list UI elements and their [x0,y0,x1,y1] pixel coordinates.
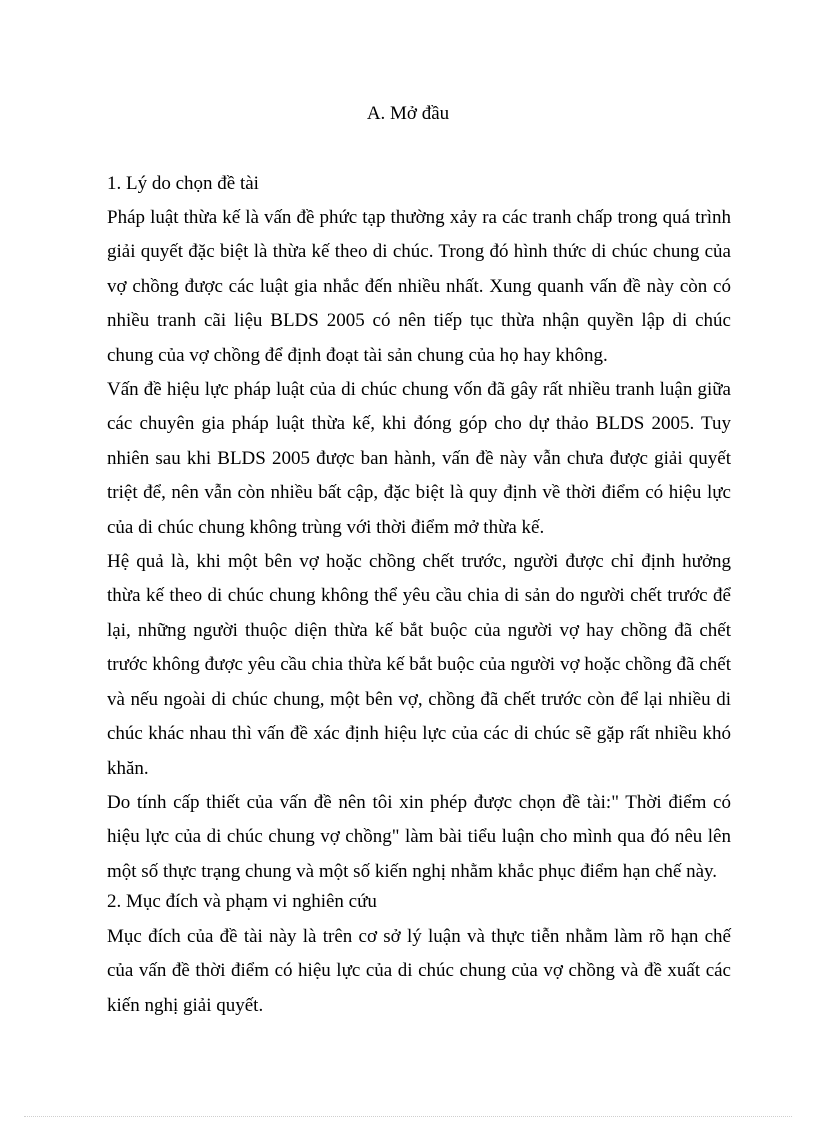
page-title: A. Mở đầu [366,103,450,124]
paragraph: Pháp luật thừa kế là vấn đề phức tạp thường xảy ra các tranh chấp trong quá trình giải quyết đặc biệt là thừa kế theo di chúc. Trong đó hình thức di chúc chung của vợ chồng được các luật gia nhắc đến nhiều nhất. Xung quanh vấn đề này còn có nhiều tranh cãi liệu BLDS 2005 có nên tiếp tục thừa nhận quyền lập di chúc chung của vợ chồng để định đoạt tài sản chung của họ hay không. [107,207,731,366]
section-heading: 1. Lý do chọn đề tài [107,173,259,194]
section-heading: 2. Mục đích và phạm vi nghiên cứu [107,891,377,912]
paragraph: Mục đích của đề tài này là trên cơ sở lý luận và thực tiễn nhằm làm rõ hạn chế của vấn đề thời điểm có hiệu lực của di chúc chung của vợ chồng và đề xuất các kiến nghị giải quyết. [107,926,731,1016]
paragraph: Do tính cấp thiết của vấn đề nên tôi xin phép được chọn đề tài:" Thời điểm có hiệu lực của di chúc chung vợ chồng" làm bài tiểu luận cho mình qua đó nêu lên một số thực trạng chung và một số kiến nghị nhằm khắc phục điểm hạn chế này. [107,791,731,882]
section-body [107,201,731,889]
paragraph: Vấn đề hiệu lực pháp luật của di chúc chung vốn đã gây rất nhiều tranh luận giữa các chuyên gia pháp luật thừa kế, khi đóng góp cho dự thảo BLDS 2005. Tuy nhiên sau khi BLDS 2005 được ban hành, vấn đề này vẫn chưa được giải quyết triệt để, nên vẫn còn nhiều bất cập, đặc biệt là quy định về thời điểm có hiệu lực của di chúc chung không trùng với thời điểm mở thừa kế. [107,379,731,538]
section-body [107,920,731,1023]
page-bottom-divider [24,1116,792,1117]
paragraph: Hệ quả là, khi một bên vợ hoặc chồng chết trước, người được chỉ định hưởng thừa kế theo di chúc chung không thể yêu cầu chia di sản do người chết trước để lại, những người thuộc diện thừa kế bắt buộc của người vợ hay chồng đã chết trước không được yêu cầu chia thừa kế bắt buộc của người vợ hoặc chồng đã chết và nếu ngoài di chúc chung, một bên vợ, chồng đã chết trước còn để lại nhiều di chúc khác nhau thì vấn đề xác định hiệu lực của các di chúc sẽ gặp rất nhiều khó khăn. [107,551,731,779]
